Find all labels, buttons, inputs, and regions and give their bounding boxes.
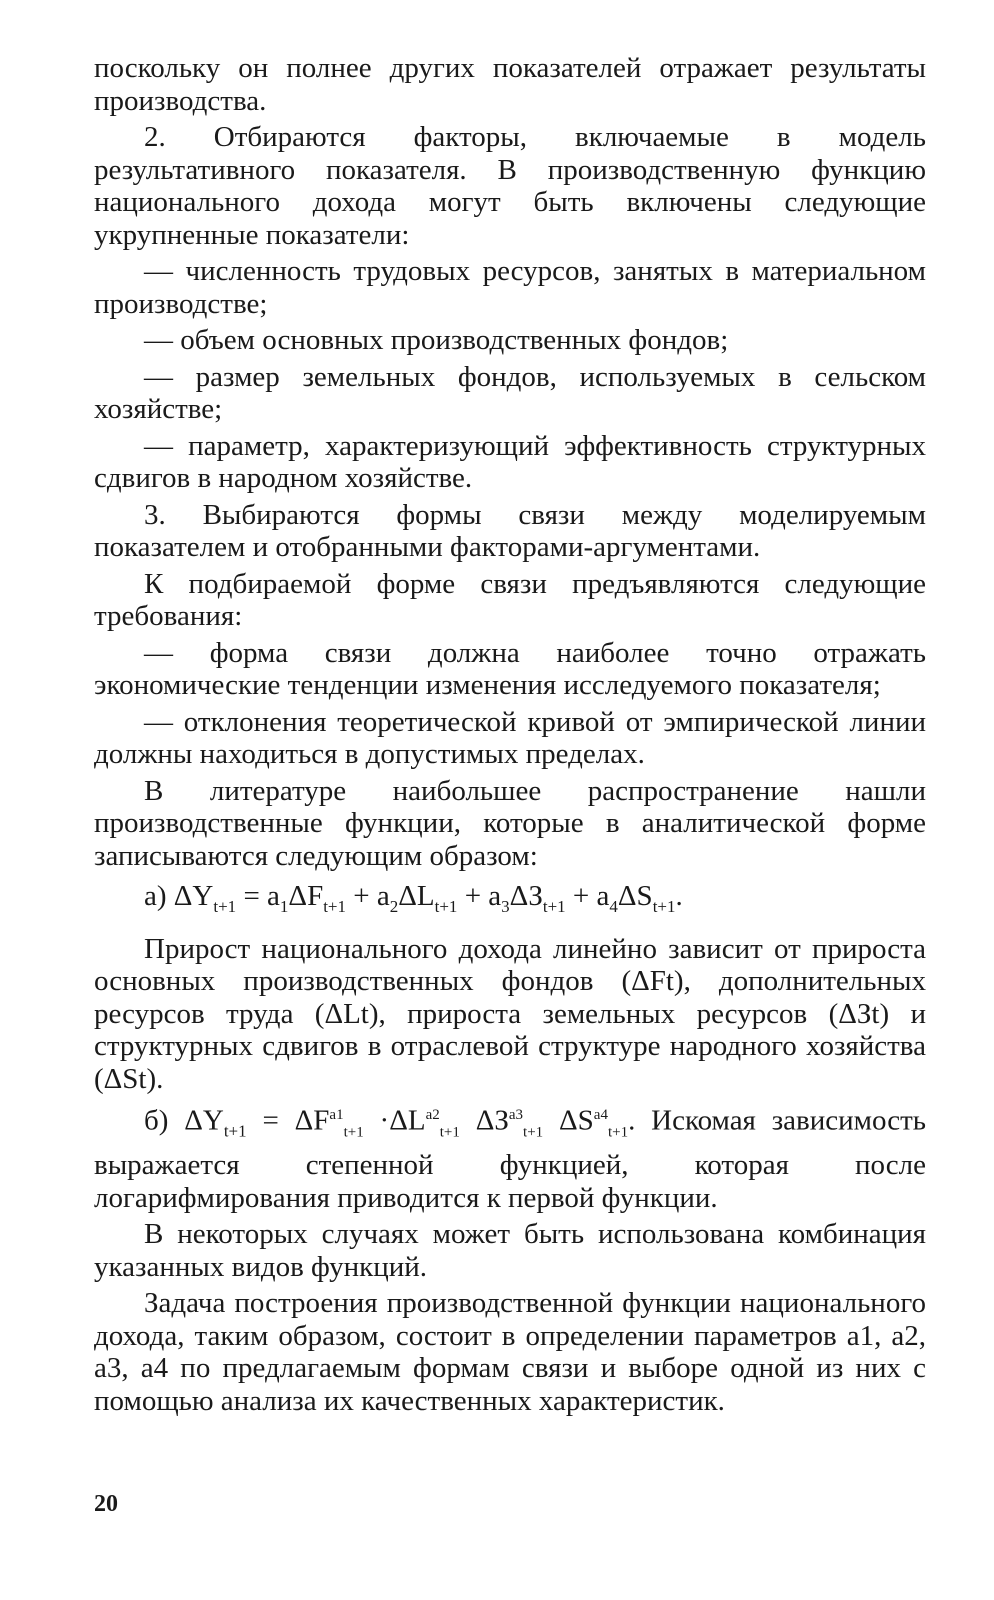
- list-item-deviation: — отклонения теоретической кривой от эмпирической линии должны находиться в допустимых пределах.: [94, 705, 926, 770]
- formula-b-tail: . Искомая зависимость выражается степенной функцией, которая после логарифмирования приводится к первой функции.: [94, 1104, 926, 1214]
- paragraph-literature: В литературе наибольшее распространение нашли производственные функции, которые в аналитической форме записываются следующим образом:: [94, 774, 926, 872]
- paragraph-task: Задача построения производственной функции национального дохода, таким образом, состоит в определении параметров a1, a2, a3, a4 по предлагаемым формам связи и выборе одной из них с помощью анализа их качественных характеристик.: [94, 1287, 926, 1417]
- list-item-funds: — объем основных производственных фондов;: [144, 324, 729, 356]
- paragraph-2: 2. Отбираются факторы, включаемые в модель результативного показателя. В производственную функцию национального дохода могут быть включены следующие укрупненные показатели:: [94, 121, 926, 251]
- formula-a: а) $\Delta Y_{t+1} = a_1\Delta F_{t+1} + a_2\Delta L_{t+1} + a_3\Delta З_{t+1} + a_4\Delta S_{t+1}$.: [144, 880, 683, 916]
- paragraph-combination: В некоторых случаях может быть использована комбинация указанных видов функций.: [94, 1218, 926, 1283]
- paragraph-requirements: К подбираемой форме связи предъявляются следующие требования:: [94, 567, 926, 632]
- list-item-form: — форма связи должна наиболее точно отражать экономические тенденции изменения исследуемого показателя;: [94, 636, 926, 701]
- paragraph-3: 3. Выбираются формы связи между моделируемым показателем и отобранными факторами-аргументами.: [94, 498, 926, 563]
- list-item-labor: — численность трудовых ресурсов, занятых в материальном производстве;: [94, 255, 926, 320]
- page-number: 20: [94, 1491, 118, 1517]
- list-item-structure: — параметр, характеризующий эффективность структурных сдвигов в народном хозяйстве.: [94, 429, 926, 494]
- paragraph-1: поскольку он полнее других показателей отражает результаты производства.: [94, 52, 926, 117]
- list-item-land: — размер земельных фондов, используемых в сельском хозяйстве;: [94, 360, 926, 425]
- formula-b-paragraph: б) $\Delta Y_{t+1} = \Delta F^{a1}_{t+1} \cdot\Delta L^{a2}_{t+1}$ $\Delta З^{a3}_{t+1}$ $\Delta S^{a4}_{t+1}$. Искомая зависимость выражается степенной функцией, которая после логарифмирования приводится к первой функции.: [94, 1104, 926, 1214]
- paragraph-growth: Прирост национального дохода линейно зависит от прироста основных производственных фондов (ΔFt), дополнительных ресурсов труда (ΔLt), прироста земельных ресурсов (ΔЗt) и структурных сдвигов в отраслевой структуре народного хозяйства (ΔSt).: [94, 932, 926, 1095]
